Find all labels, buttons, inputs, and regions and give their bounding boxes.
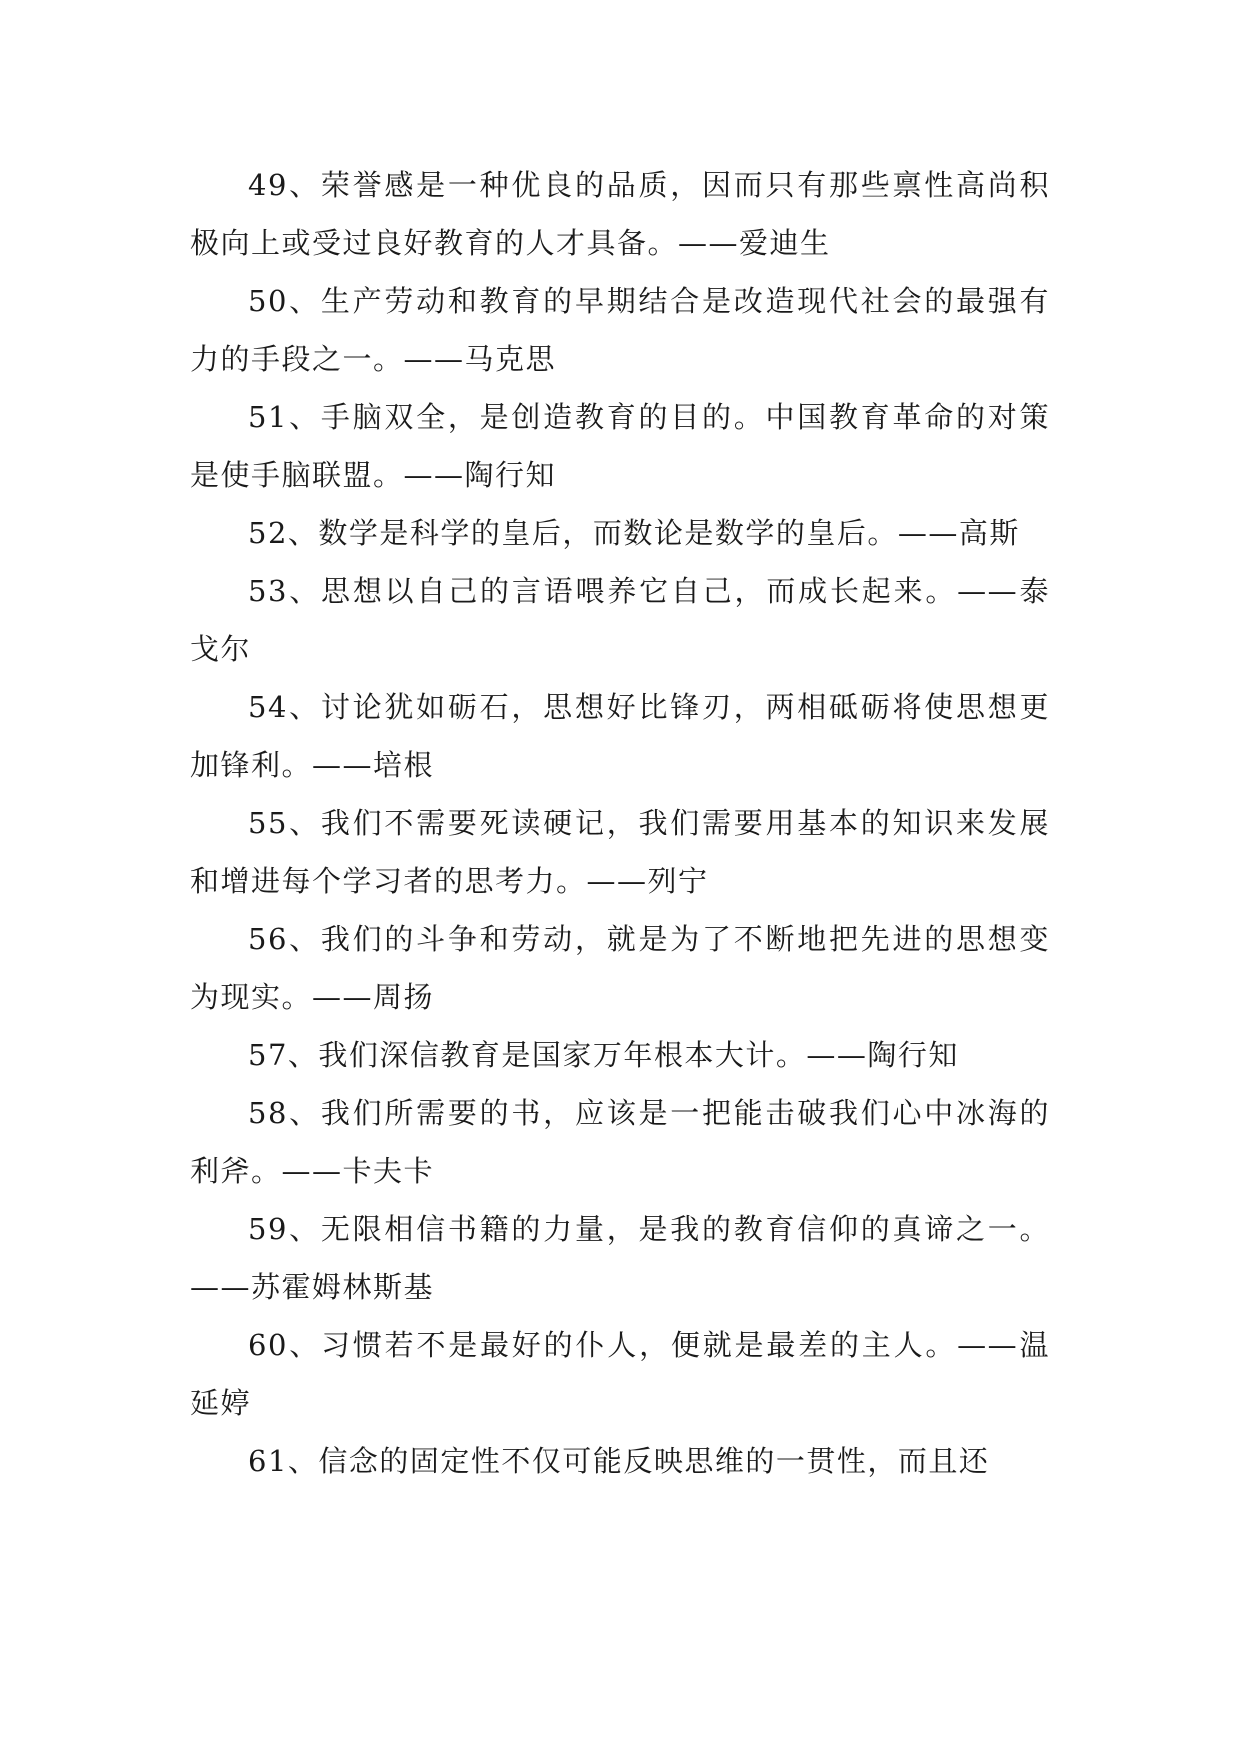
quote-paragraph-55: 55、我们不需要死读硬记，我们需要用基本的知识来发展和增进每个学习者的思考力。——列宁 xyxy=(190,806,1050,898)
quote-paragraph-59: 59、无限相信书籍的力量，是我的教育信仰的真谛之一。——苏霍姆林斯基 xyxy=(190,1212,1050,1304)
quote-paragraph-50: 50、生产劳动和教育的早期结合是改造现代社会的最强有力的手段之一。——马克思 xyxy=(190,284,1050,376)
quote-paragraph-49: 49、荣誉感是一种优良的品质，因而只有那些禀性高尚积极向上或受过良好教育的人才具备。——爱迪生 xyxy=(190,168,1050,260)
quote-paragraph-57: 57、我们深信教育是国家万年根本大计。——陶行知 xyxy=(248,1038,959,1072)
quote-paragraph-58: 58、我们所需要的书，应该是一把能击破我们心中冰海的利斧。——卡夫卡 xyxy=(190,1096,1050,1188)
quote-paragraph-56: 56、我们的斗争和劳动，就是为了不断地把先进的思想变为现实。——周扬 xyxy=(190,922,1050,1014)
quote-paragraph-54: 54、讨论犹如砺石，思想好比锋刃，两相砥砺将使思想更加锋利。——培根 xyxy=(190,690,1050,782)
quote-paragraph-53: 53、思想以自己的言语喂养它自己，而成长起来。——泰戈尔 xyxy=(190,574,1050,666)
quote-paragraph-61: 61、信念的固定性不仅可能反映思维的一贯性，而且还 xyxy=(248,1444,990,1478)
quote-list xyxy=(190,156,1050,1490)
quote-paragraph-60: 60、习惯若不是最好的仆人，便就是最差的主人。——温延婷 xyxy=(190,1328,1050,1420)
quote-paragraph-51: 51、手脑双全，是创造教育的目的。中国教育革命的对策是使手脑联盟。——陶行知 xyxy=(190,400,1050,492)
quote-paragraph-52: 52、数学是科学的皇后，而数论是数学的皇后。——高斯 xyxy=(248,516,1020,550)
